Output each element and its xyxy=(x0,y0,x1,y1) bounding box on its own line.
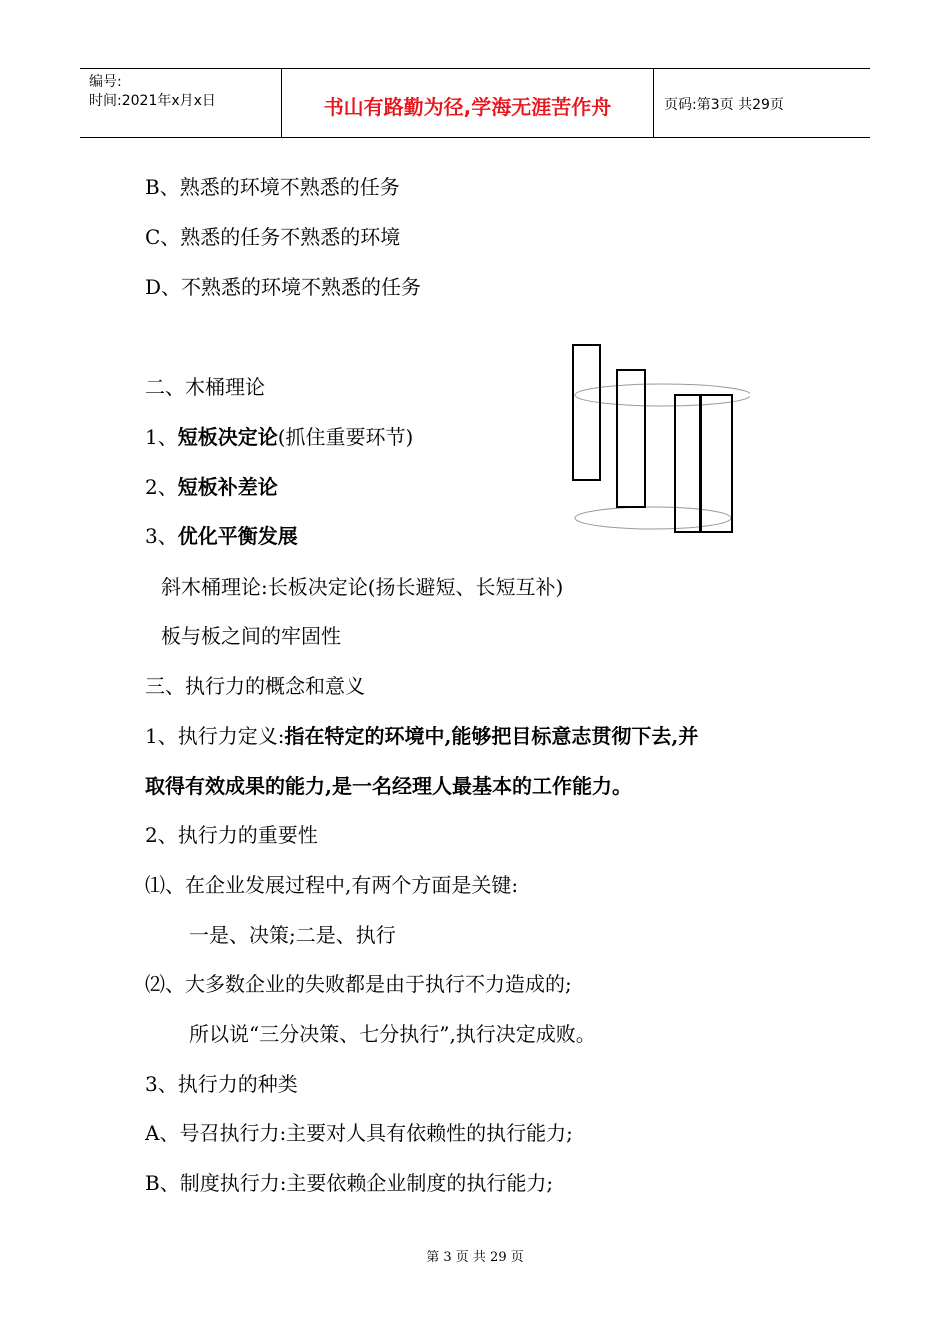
theory-item-1 xyxy=(145,421,413,450)
theory-item-2 xyxy=(145,471,278,500)
motto: 书山有路勤为径,学海无涯苦作舟 xyxy=(323,95,612,119)
option-c: C、熟悉的任务不熟悉的环境 xyxy=(145,225,401,249)
item-number: 1、 xyxy=(145,425,178,449)
header-meta xyxy=(80,69,282,137)
slanted-barrel-line: 斜木桶理论:长板决定论(扬长避短、长短互补) xyxy=(161,575,564,599)
barrel-plank xyxy=(573,345,600,480)
wooden-barrel-diagram xyxy=(560,335,750,545)
theory-item-3 xyxy=(145,520,298,549)
plank-firmness-line: 板与板之间的牢固性 xyxy=(161,624,341,648)
page-header xyxy=(80,68,870,138)
header-page-cell xyxy=(654,69,870,137)
definition-continued: 取得有效成果的能力,是一名经理人最基本的工作能力。 xyxy=(145,774,632,798)
barrel-plank xyxy=(675,395,701,532)
option-b: B、熟悉的环境不熟悉的任务 xyxy=(145,175,400,199)
section-heading-3: 三、执行力的概念和意义 xyxy=(145,674,365,698)
number-label: 编号: xyxy=(89,74,122,90)
importance-heading: 2、执行力的重要性 xyxy=(145,823,318,847)
section-heading-2: 二、木桶理论 xyxy=(145,375,265,399)
page-code: 页码:第3页 共29页 xyxy=(664,97,784,113)
importance-point-1-detail: 一是、决策;二是、执行 xyxy=(189,923,396,947)
barrel-plank xyxy=(617,370,645,507)
types-heading: 3、执行力的种类 xyxy=(145,1072,298,1096)
item-title: 优化平衡发展 xyxy=(177,524,298,548)
definition-line xyxy=(145,720,698,749)
item-title: 短板决定论 xyxy=(177,425,278,449)
time-label: 时间:2021年x月x日 xyxy=(89,93,216,109)
importance-point-2-detail: 所以说“三分决策、七分执行”,执行决定成败。 xyxy=(189,1022,596,1046)
barrel-rim-bottom xyxy=(575,507,731,529)
item-note: (抓住重要环节) xyxy=(277,425,414,449)
definition-text: 指在特定的环境中,能够把目标意志贯彻下去,并 xyxy=(284,724,699,748)
importance-point-1: ⑴、在企业发展过程中,有两个方面是关键: xyxy=(145,873,519,897)
header-motto-cell xyxy=(282,69,654,137)
page-footer: 第 3 页 共 29 页 xyxy=(426,1250,524,1265)
definition-label: 1、执行力定义: xyxy=(145,724,285,748)
type-a: A、号召执行力:主要对人具有依赖性的执行能力; xyxy=(145,1121,573,1145)
option-d: D、不熟悉的环境不熟悉的任务 xyxy=(145,275,422,299)
item-number: 2、 xyxy=(145,475,178,499)
importance-point-2: ⑵、大多数企业的失败都是由于执行不力造成的; xyxy=(145,972,572,996)
item-title: 短板补差论 xyxy=(177,475,278,499)
item-number: 3、 xyxy=(145,524,178,548)
type-b: B、制度执行力:主要依赖企业制度的执行能力; xyxy=(145,1171,554,1195)
